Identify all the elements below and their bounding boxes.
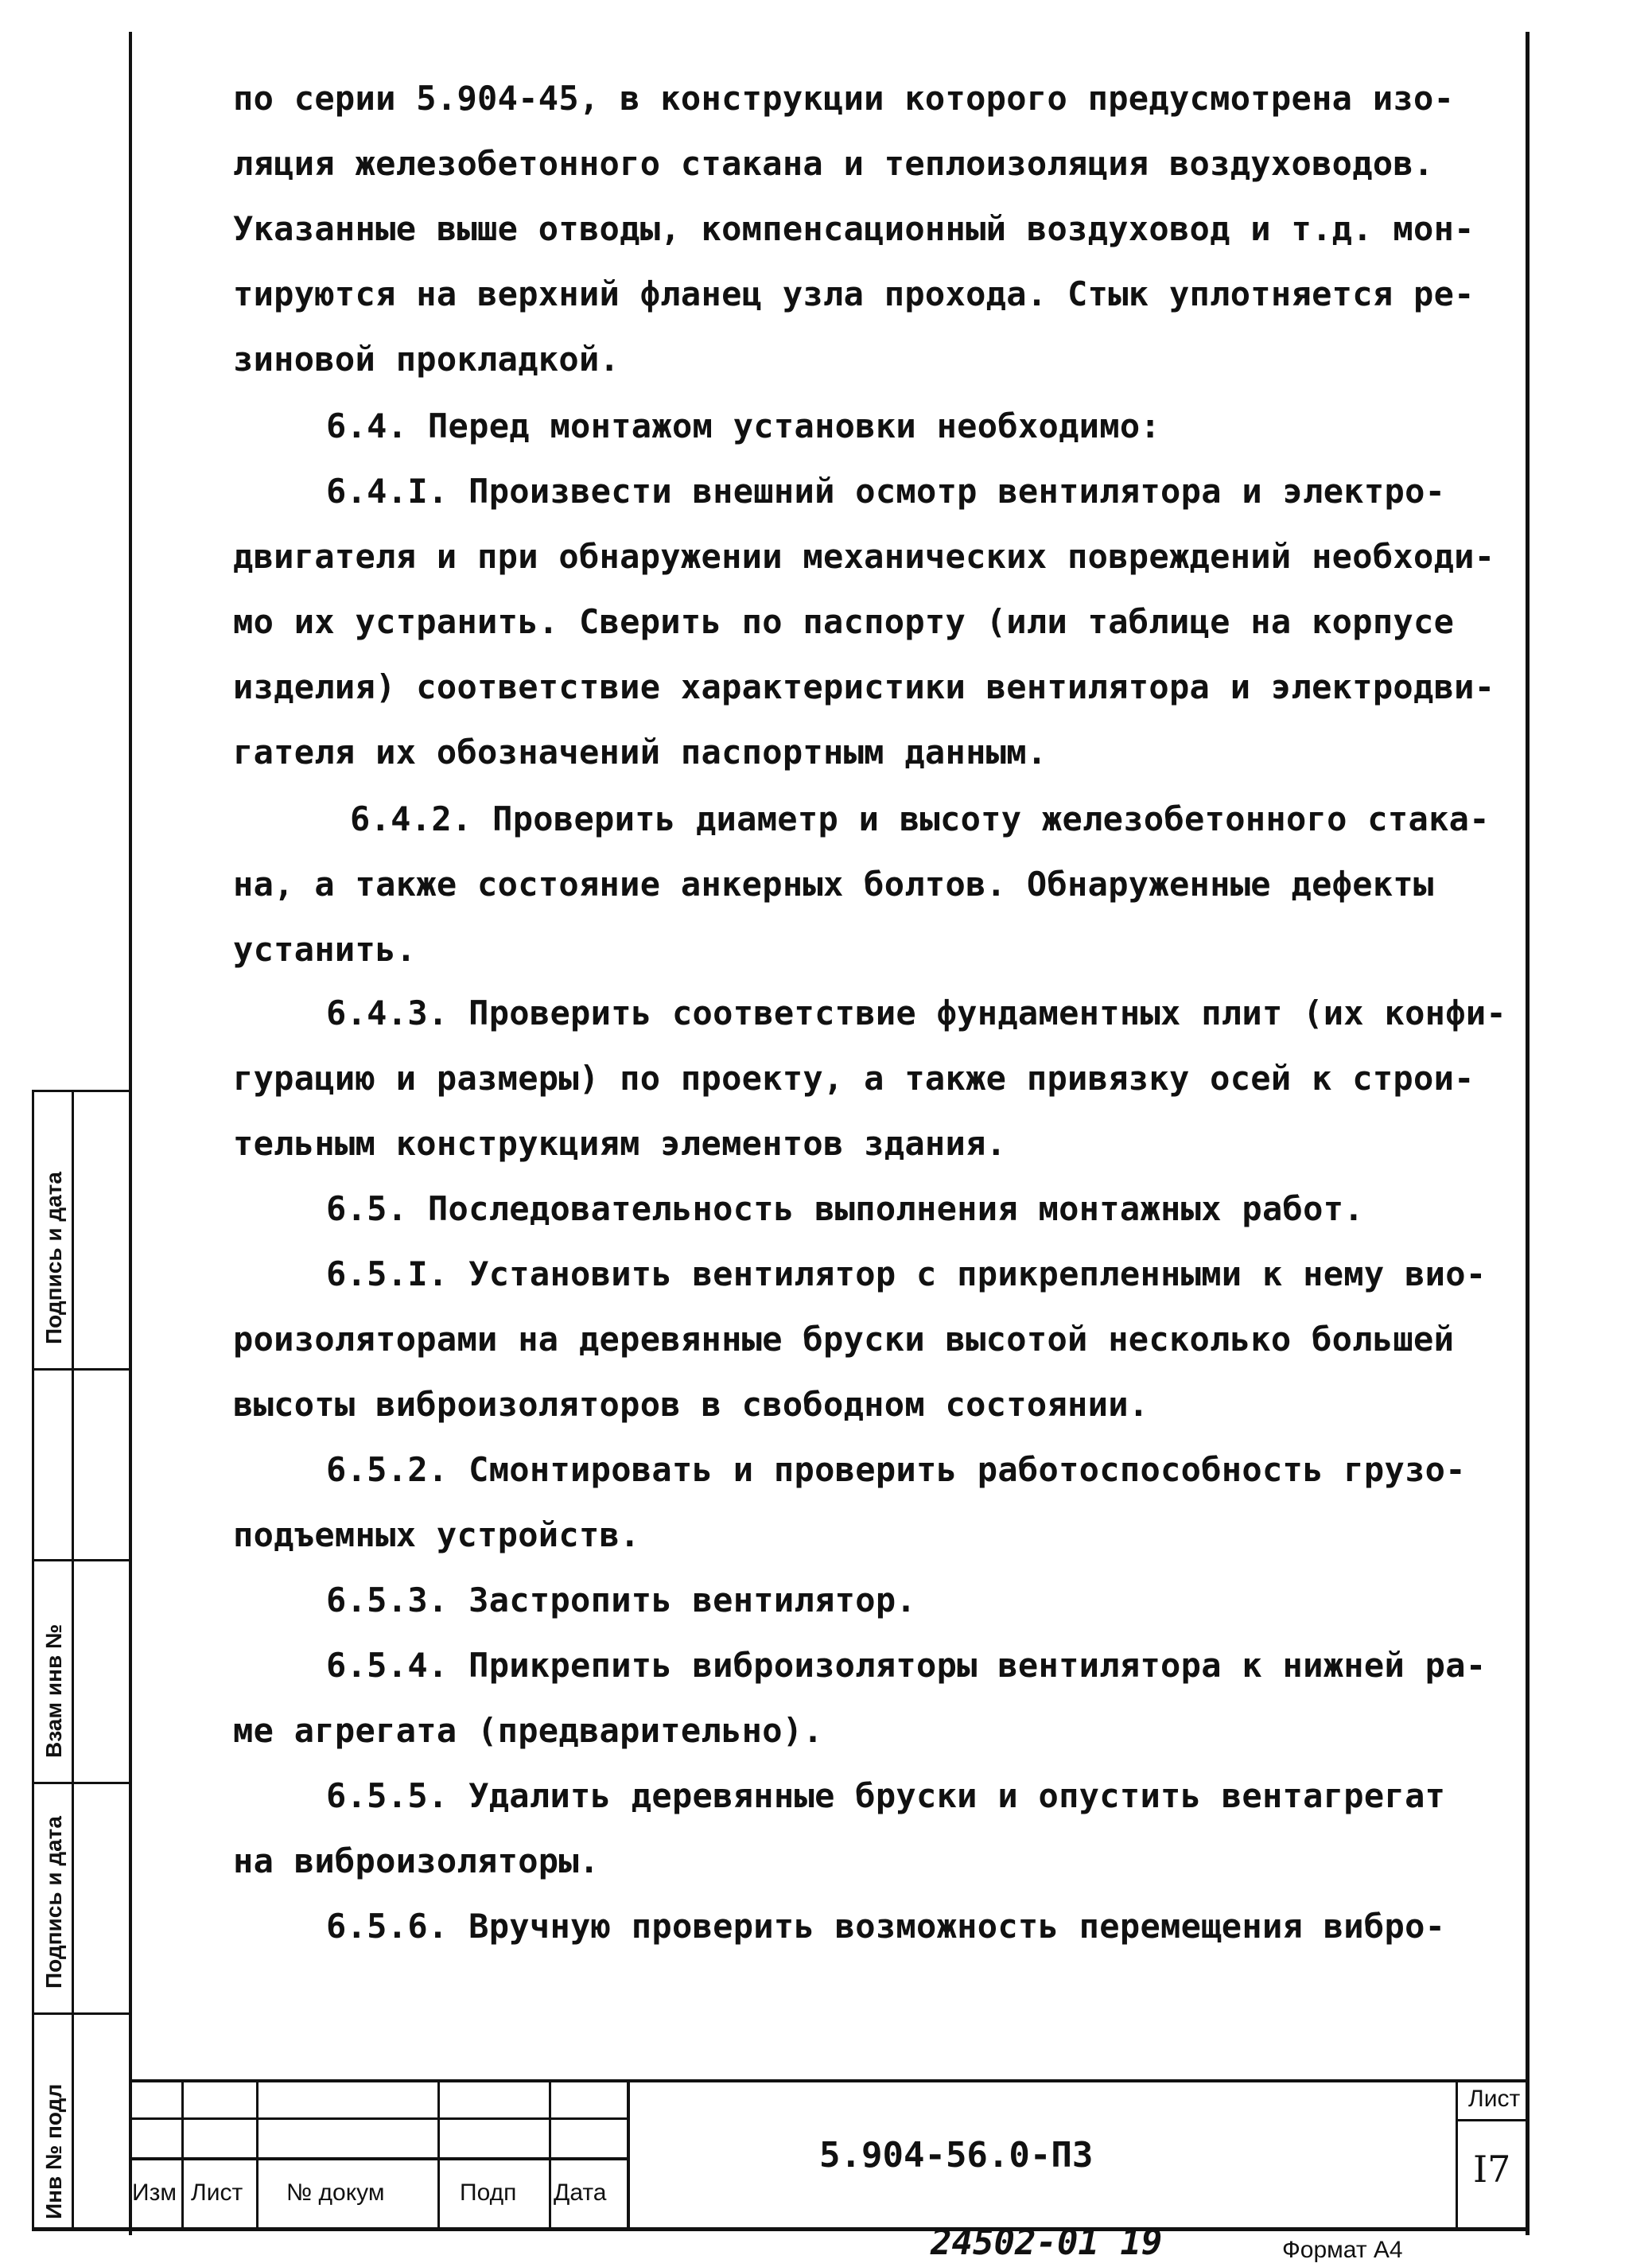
body-line: 6.5. Последовательность выполнения монтажных работ. [326,1189,1364,1228]
margin-label-podpis-data: Подпись и дата [41,1816,66,1989]
body-line: 6.5.I. Установить вентилятор с прикрепленными к нему вио- [326,1254,1487,1293]
margin-hline-1 [32,1090,131,1092]
tb-label-izm: Изм [132,2180,177,2206]
tb-label-n-dokum: № докум [286,2180,385,2206]
title-block-col-4 [549,2079,551,2230]
body-line: высоты виброизоляторов в свободном состоянии. [233,1385,1149,1424]
body-line: 6.4.I. Произвести внешний осмотр вентилятора и электро- [326,472,1446,511]
title-block-col-3 [437,2079,440,2230]
body-line: 6.5.2. Смонтировать и проверить работоспособность грузо- [326,1450,1466,1489]
sheet-label: Лист [1468,2086,1521,2112]
body-line: по серии 5.904-45, в конструкции которого предусмотрена изо- [233,79,1455,118]
body-line: гателя их обозначений паспортным данным. [233,733,1048,772]
body-line: тельным конструкциям элементов здания. [233,1124,1007,1163]
margin-hline-3 [32,1559,131,1561]
body-line: 6.4.2. Проверить диаметр и высоту железобетонного стака- [350,799,1490,838]
title-block-row-line-1 [129,2117,628,2120]
body-line: на виброизоляторы. [233,1841,600,1880]
body-line: устанить. [233,930,417,969]
body-line: роизоляторами на деревянные бруски высотой несколько большей [233,1320,1455,1359]
title-block-sheet-divider [1456,2119,1530,2121]
body-line: двигателя и при обнаружении механических повреждений необходи- [233,537,1495,576]
margin-vline-outer [32,1090,34,2231]
body-line: 6.4. Перед монтажом установки необходимо: [326,406,1161,445]
body-line: 6.5.3. Застропить вентилятор. [326,1581,916,1620]
margin-column-line [72,1090,74,2231]
title-block-col-5 [627,2079,630,2230]
margin-label-inv-podl: Инв № подл [41,2083,66,2219]
sheet-number: I7 [1473,2148,1511,2191]
body-line: ме агрегата (предварительно). [233,1711,823,1750]
body-line: Указанные выше отводы, компенсационный воздуховод и т.д. мон- [233,209,1475,248]
margin-hline-5 [32,2012,131,2015]
tb-label-data: Дата [554,2180,607,2206]
format-label: Формат А4 [1282,2237,1403,2263]
frame-right-border [1526,32,1530,2235]
body-line: 6.4.3. Проверить соответствие фундаментных плит (их конфи- [326,994,1506,1032]
title-block-col-1 [181,2079,184,2230]
body-line: 6.5.4. Прикрепить виброизоляторы вентилятора к нижней ра- [326,1646,1487,1685]
title-block-col-2 [256,2079,258,2230]
body-line: на, а также состояние анкерных болтов. Обнаруженные дефекты [233,865,1434,904]
body-line: 6.5.5. Удалить деревянные бруски и опустить вентагрегат [326,1776,1446,1815]
archive-number: 24502-01 19 [931,2222,1163,2263]
body-line: мо их устранить. Сверить по паспорту (или таблице на корпусе [233,602,1455,641]
body-line: зиновой прокладкой. [233,340,620,379]
margin-hline-2 [32,1368,131,1371]
body-line: ляция железобетонного стакана и теплоизоляция воздуховодов. [233,144,1434,183]
title-block-col-sheet [1456,2079,1458,2230]
tb-label-list: Лист [191,2180,243,2206]
body-line: гурацию и размеры) по проекту, а также привязку осей к строи- [233,1059,1475,1098]
body-line: подъемных устройств. [233,1515,640,1554]
margin-label-podpis-data-top: Подпись и дата [41,1172,66,1344]
margin-label-vzam-inv: Взам инв № [41,1623,66,1758]
body-line: тируются на верхний фланец узла прохода. Стык уплотняется ре- [233,274,1475,313]
frame-left-border [129,32,132,2235]
margin-hline-4 [32,1782,131,1784]
title-block-row-line-2 [129,2157,628,2160]
document-designation: 5.904-56.0-ПЗ [819,2135,1094,2176]
title-block-top-line [129,2079,1530,2082]
body-line: изделия) соответствие характеристики вентилятора и электродви- [233,667,1495,706]
body-line: 6.5.6. Вручную проверить возможность перемещения вибро- [326,1907,1446,1946]
tb-label-podp: Подп [460,2180,517,2206]
